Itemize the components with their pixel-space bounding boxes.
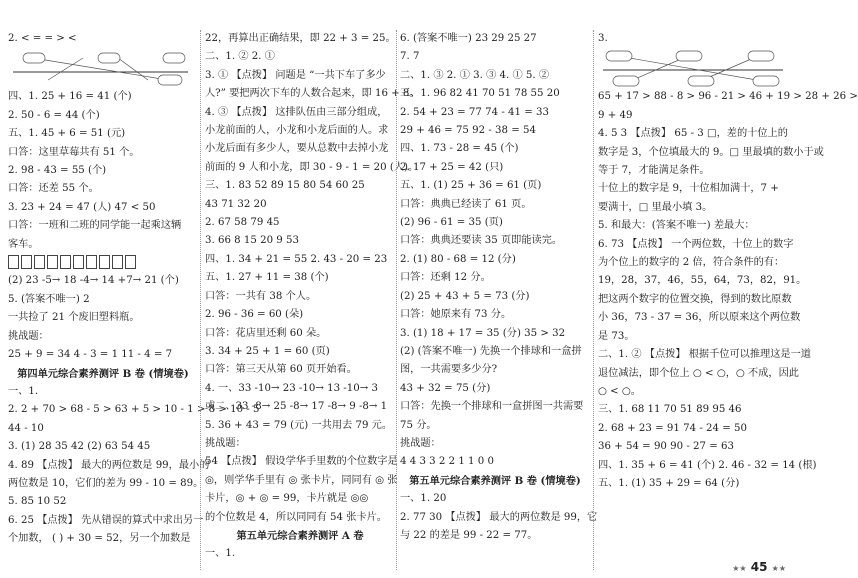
answer-line: ◎，则学华手里有 ◎ 张卡片，同同有 ◎ 张	[205, 474, 398, 486]
answer-line: 客车。	[8, 238, 39, 250]
answer-line: 四、1. 34 + 21 = 55 2. 43 - 20 = 23	[205, 253, 388, 265]
abacus-icon	[73, 255, 84, 269]
answer-line: 五、1. (1) 35 + 29 = 64 (分)	[598, 477, 740, 489]
column-divider	[200, 30, 201, 570]
answer-line: 四、1. 25 + 16 = 41 (个)	[8, 91, 132, 103]
answer-line: 2. 68 + 23 = 91 74 - 24 = 50	[598, 422, 747, 434]
answer-line: 三、1. 83 52 89 15 80 54 60 25	[205, 180, 365, 192]
answer-line: 数字是 3，个位填最大的 9。□ 里最填的数小于或	[598, 146, 824, 158]
answer-line: 二、1. ② 【点拨】 根据千位可以推理这是一道	[598, 349, 811, 361]
answer-line: (2) (答案不唯一) 先换一个排球和一盒拼	[400, 345, 582, 357]
page-number-text: 45	[750, 560, 768, 574]
section-title: 第五单元综合素养测评 A 卷	[236, 529, 364, 542]
answer-line: 44 - 10	[8, 422, 44, 434]
answer-line: 把这两个数字的位置交换，得到的数比原数	[598, 293, 792, 305]
answer-line: 3. 66 8 15 20 9 53	[205, 235, 299, 247]
column-divider	[593, 30, 594, 570]
abacus-icon	[47, 255, 58, 269]
answer-line: 2. 54 + 23 = 77 74 - 41 = 33	[400, 106, 549, 118]
answer-line: 一、1.	[205, 548, 236, 560]
answer-line: 2. 50 - 6 = 44 (个)	[8, 109, 100, 121]
answer-line: 口答：还差 55 个。	[8, 183, 99, 195]
answer-line: 口答：一共有 38 个人。	[205, 290, 317, 302]
abacus-icon	[21, 255, 32, 269]
answer-line: 四、1. 73 - 28 = 45 (个)	[400, 143, 519, 155]
answer-line: 3.	[598, 33, 608, 44]
answer-line: 9 + 49	[598, 109, 633, 121]
answer-line: 6. 25 【点拨】 先从错误的算式中求出另一	[8, 514, 204, 526]
answer-line: ○ < ○。	[598, 385, 641, 397]
column-4	[598, 30, 858, 570]
abacus-icon	[8, 255, 19, 269]
abacus-icon	[125, 255, 136, 269]
answer-line: 一、1.	[8, 385, 39, 397]
answer-line: 3. (1) 18 + 17 = 35 (分) 35 > 32	[400, 327, 566, 339]
answer-line: 3. 34 + 25 + 1 = 60 (页)	[205, 345, 330, 357]
section-title: 第五单元综合素养测评 B 卷 (情境卷)	[409, 474, 581, 487]
answer-line: 29 + 46 = 75 92 - 38 = 54	[400, 125, 536, 137]
answer-line: 小龙后面有多少人，要从总数中去掉小龙	[205, 143, 389, 155]
answer-line: 五、1. 27 + 11 = 38 (个)	[205, 272, 329, 284]
answer-line: 6. (答案不唯一) 23 29 25 27	[400, 33, 537, 44]
answer-line: 口答：先换一个排球和一盒拼图一共需要	[400, 401, 584, 413]
answer-line: 5. 和最大：(答案不唯一) 差最大：	[598, 220, 755, 232]
answer-line: 22，再算出正确结果，即 22 + 3 = 25。	[205, 33, 396, 44]
answer-line: 65 + 17 > 88 - 8 > 96 - 21 > 46 + 19 > 28 + 26 >	[598, 91, 858, 103]
answer-line: 4 4 3 3 2 2 1 1 0 0	[400, 456, 494, 468]
answer-line: 口答：这里草莓共有 51 个。	[8, 146, 140, 158]
answer-line: 三、1. 96 82 41 70 51 78 55 20	[400, 88, 560, 100]
answer-line: 卡片，◎ + ◎ = 99，卡片就是 ◎◎	[205, 493, 369, 505]
answer-line: 2. (1) 80 - 68 = 12 (分)	[400, 253, 516, 265]
number-line-svg	[598, 50, 788, 86]
answer-line: 25 + 9 = 34 4 - 3 = 1 11 - 4 = 7	[8, 349, 173, 361]
answer-line: 口答：她原来有 73 分。	[400, 309, 512, 321]
answer-line: 口答：一班和二班的同学能一起乘这辆	[8, 220, 182, 232]
answer-line: 3. 23 + 24 = 47 (人) 47 < 50	[8, 201, 156, 213]
number-line-svg	[8, 50, 193, 86]
answer-line: 7. 7	[400, 51, 420, 63]
answer-line: 2. 67 58 79 45	[205, 217, 280, 229]
answer-line: 的个位数是 4，所以同同有 54 张卡片。	[205, 511, 387, 523]
answer-line: 挑战题：	[8, 330, 49, 342]
answer-line: 43 + 32 = 75 (分)	[400, 382, 491, 394]
answer-line: 3. ① 【点拨】 问题是 “一共下车了多少	[205, 69, 386, 81]
answer-line: 3. (1) 28 35 42 (2) 63 54 45	[8, 441, 151, 453]
abacus-icon	[86, 255, 97, 269]
answer-line: 三、1. 68 11 70 51 89 95 46	[598, 404, 742, 416]
answer-line: 两位数是 10，它们的差为 99 - 10 = 89。	[8, 477, 204, 489]
answer-line: 与 22 的差是 99 - 22 = 77。	[400, 529, 538, 541]
answer-line: 4. 5 3 【点拨】 65 - 3 □，差的十位上的	[598, 128, 788, 140]
answer-line: 是 73。	[598, 330, 635, 342]
answer-line: 36 + 54 = 90 90 - 27 = 63	[598, 441, 734, 453]
answer-line: (2) 25 + 43 + 5 = 73 (分)	[400, 290, 530, 302]
star-icon: ★★	[771, 564, 786, 573]
answer-line: 个加数， ( ) + 30 = 52，另一个加数是	[8, 533, 191, 545]
answer-line: 四、1. 35 + 6 = 41 (个) 2. 46 - 32 = 14 (根)	[598, 459, 817, 471]
answer-line: 二、1. ③ 2. ① 3. ③ 4. ① 5. ②	[400, 69, 550, 81]
answer-line: (2) 23 -5→ 18 -4→ 14 +7→ 21 (个)	[8, 275, 179, 287]
answer-line: 43 71 32 20	[205, 198, 267, 210]
answer-line: 五、1. (1) 25 + 36 = 61 (页)	[400, 180, 542, 192]
answer-line: 退位减法，即个位上 ○ < ○，○ 不成，因此	[598, 367, 799, 379]
abacus-icon	[112, 255, 123, 269]
answer-line: 2. 17 + 25 = 42 (只)	[400, 161, 504, 173]
answer-line: 要满十，□ 里最小填 3。	[598, 201, 713, 213]
answer-line: 十位上的数字是 9，十位相加满十，7 +	[598, 183, 779, 195]
abacus-icon	[34, 255, 45, 269]
answer-line: 口答：第三天从第 60 页开始看。	[205, 364, 357, 376]
abacus-icon	[99, 255, 110, 269]
answer-line: 5. 85 10 52	[8, 496, 67, 508]
answer-line: 4. 一、33 -10→ 23 -10→ 13 -10→ 3	[205, 382, 378, 394]
abacus-row	[8, 254, 198, 272]
answer-line: 54 【点拨】 假设学华手里数的个位数字是	[205, 456, 398, 468]
answer-line: 五、1. 45 + 6 = 51 (元)	[8, 128, 126, 140]
answer-line: 口答：花店里还剩 60 朵。	[205, 327, 327, 339]
answer-line: 2. 77 30 【点拨】 最大的两位数是 99，它	[400, 511, 598, 523]
answer-line: 6. 73 【点拨】 一个两位数，十位上的数字	[598, 238, 794, 250]
answer-line: 前面的 9 人和小龙，即 30 - 9 - 1 = 20 (人)。	[205, 161, 419, 173]
star-icon: ★★	[732, 564, 747, 573]
answer-line: 小 36，73 - 37 = 36，所以原来这个两位数	[598, 312, 801, 324]
answer-line: 图，一共需要多少分?	[400, 364, 498, 376]
number-line-diagram	[598, 50, 794, 86]
answer-line: 5. (答案不唯一) 2	[8, 293, 90, 305]
answer-line: 挑战题：	[205, 437, 246, 449]
answer-line: 4. 89 【点拨】 最大的两位数是 99，最小的	[8, 459, 210, 471]
answer-line: 2. 2 + 70 > 68 - 5 > 63 + 5 > 10 - 1 > 8 > 10 - 5	[8, 404, 260, 416]
answer-line: 等于 7，才能满足条件。	[598, 165, 710, 177]
answer-line: 一共捡了 21 个废旧塑料瓶。	[8, 312, 140, 324]
answer-line: 5. 36 + 43 = 79 (元) 一共用去 79 元。	[205, 419, 393, 431]
answer-line: 二、1. ② 2. ①	[205, 51, 275, 63]
answer-line: 2. 98 - 43 = 55 (个)	[8, 165, 107, 177]
number-line-diagram	[8, 50, 198, 86]
answer-line: 19，28，37，46，55，64，73，82，91。	[598, 275, 807, 287]
answer-line: 挑战题：	[400, 437, 441, 449]
abacus-icon	[60, 255, 71, 269]
column-divider	[396, 30, 397, 570]
answer-line: 75 分。	[400, 419, 437, 431]
answer-line: 2. < = = > <	[8, 33, 77, 44]
answer-line: 口答：典典已经读了 61 页。	[400, 198, 532, 210]
answer-line: 一、1. 20	[400, 493, 447, 505]
answer-line: 2. 96 - 36 = 60 (朵)	[205, 309, 304, 321]
answer-line: 人?” 要把两次下车的人数合起来，即 16 + 8。	[205, 88, 420, 100]
page-number	[732, 560, 786, 574]
answer-line: (2) 96 - 61 = 35 (页)	[400, 217, 503, 229]
answer-line: 小龙前面的人，小龙和小龙后面的人。求	[205, 125, 389, 137]
answer-line: 为个位上的数字的 2 倍，符合条件的有：	[598, 257, 785, 269]
column-3	[400, 30, 598, 570]
answer-line: 4. ③ 【点拨】 这排队伍由三部分组成，	[205, 106, 388, 118]
answer-line: 口答：还剩 12 分。	[400, 272, 491, 284]
answer-line: 或二、33 -8→ 25 -8→ 17 -8→ 9 -8→ 1	[205, 401, 388, 413]
answer-line: 口答：典典还要读 35 页即能读完。	[400, 235, 563, 247]
section-title: 第四单元综合素养测评 B 卷 (情境卷)	[17, 367, 189, 380]
